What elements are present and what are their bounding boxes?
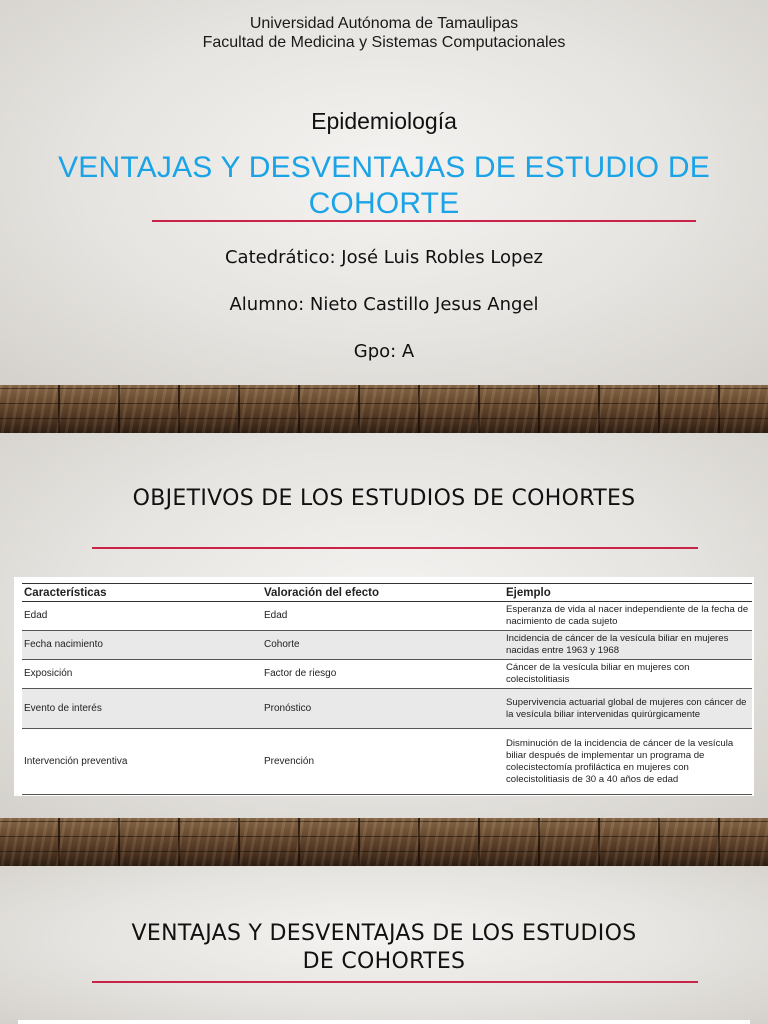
objectives-table [22,583,752,795]
slide-1 [0,0,768,385]
title-line-2: COHORTE [308,187,460,220]
teacher-line: Catedrático: José Luis Robles Lopez [224,247,544,268]
table-cell: Evento de interés [22,689,262,729]
slide-3 [0,866,768,1024]
table-row [22,602,752,631]
header-ejemplo: Ejemplo [504,584,752,602]
table-cell: Edad [262,602,504,631]
subject-title: Epidemiología [311,108,457,134]
advantages-title [0,920,768,976]
header-valoracion: Valoración del efecto [262,584,504,602]
title-line-1: VENTAJAS Y DESVENTAJAS DE ESTUDIO DE [58,151,710,184]
header-caracteristicas: Características [22,584,262,602]
wood-floor-2 [0,818,768,866]
advantages-title-line-1: VENTAJAS Y DESVENTAJAS DE LOS ESTUDIOS [131,921,637,946]
table-cell: Supervivencia actuarial global de mujeres con cáncer de la vesícula biliar intervenidas quirúrgicamente [504,689,752,729]
objectives-divider [92,547,698,549]
presentation-title [20,150,748,222]
group-line: Gpo: A [353,341,415,362]
table-cell: Exposición [22,660,262,689]
university-header [0,14,768,52]
table-cell: Cáncer de la vesícula biliar en mujeres con colecistolitiasis [504,660,752,689]
table-cell: Factor de riesgo [262,660,504,689]
advantages-title-line-2: DE COHORTES [302,949,466,974]
table-row [22,689,752,729]
table-cell: Esperanza de vida al nacer independiente de la fecha de nacimiento de cada sujeto [504,602,752,631]
table-cell: Edad [22,602,262,631]
advantages-divider [92,981,698,983]
table-cell: Cohorte [262,631,504,660]
table-row [22,631,752,660]
table-cell: Disminución de la incidencia de cáncer de la vesícula biliar después de implementar un programa de colecistectomía profiláctica en mujeres con colecistolitiasis de 30 a 40 años de edad [504,729,752,795]
table-cell: Pronóstico [262,689,504,729]
table-cell: Incidencia de cáncer de la vesícula biliar en mujeres nacidas entre 1963 y 1968 [504,631,752,660]
objectives-table-image [14,577,754,796]
table-row [22,660,752,689]
title-divider [152,220,696,222]
faculty-name: Facultad de Medicina y Sistemas Computacionales [202,34,566,51]
objectives-title: OBJETIVOS DE LOS ESTUDIOS DE COHORTES [132,486,636,511]
table-cell: Prevención [262,729,504,795]
table-header-row [22,584,752,602]
next-content-edge [18,1020,750,1024]
table-row [22,729,752,795]
university-name: Universidad Autónoma de Tamaulipas [249,15,519,32]
student-line: Alumno: Nieto Castillo Jesus Angel [229,294,539,315]
wood-floor-1 [0,385,768,433]
table-cell: Intervención preventiva [22,729,262,795]
table-cell: Fecha nacimiento [22,631,262,660]
